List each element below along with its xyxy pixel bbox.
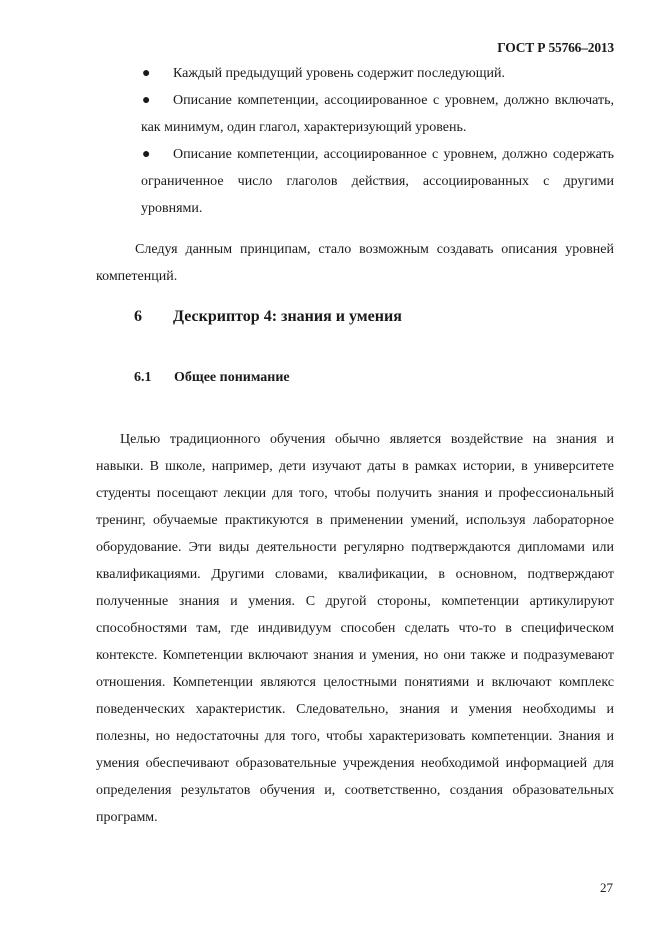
subsection-number: 6.1 [134, 370, 152, 385]
bullet-text: Описание компетенции, ассоциированное с уровнем, должно содержать ограниченное число глаголов действия, ассоциированных с другими уровнями. [141, 147, 614, 216]
bullet-dot-icon: ● [142, 93, 151, 108]
bullet-text: Каждый предыдущий уровень содержит последующий. [173, 66, 505, 81]
bullet-text: Описание компетенции, ассоциированное с уровнем, должно включать, как минимум, один глагол, характеризующий уровень. [141, 93, 614, 135]
document-header-standard-code: ГОСТ Р 55766–2013 [497, 40, 614, 55]
section-heading [134, 308, 402, 326]
subsection-heading [134, 370, 290, 386]
section-number: 6 [134, 308, 142, 325]
bullet-dot-icon: ● [142, 66, 151, 81]
body-paragraph: Целью традиционного обучения обычно является воздействие на знания и навыки. В школе, например, дети изучают даты в рамках истории, в университете студенты посещают лекции для того, чтобы получить знания и профессиональный тренинг, обучаемые практикуются в применении умений, используя лабораторное оборудование. Эти виды деятельности регулярно подтверждаются дипломами или квалификациями. Другими словами, квалификации, в основном, подтверждают полученные знания и умения. С другой стороны, компетенции артикулируют способностями там, где индивидуум способен сделать что-то в специфическом контексте. Компетенции включают знания и умения, но они также и подразумевают отношения. Компетенции являются целостными понятиями и включают комплекс поведенческих характеристик. Следовательно, знания и умения необходимы и полезны, но недостаточны для того, чтобы характеризовать компетенции. Знания и умения обеспечивают образовательные учреждения необходимой информацией для определения результатов обучения и, соответственно, создания образовательных программ. [96, 432, 614, 825]
intro-paragraph: Следуя данным принципам, стало возможным создавать описания уровней компетенций. [96, 242, 614, 284]
subsection-title: Общее понимание [174, 370, 290, 385]
section-title: Дескриптор 4: знания и умения [173, 308, 402, 325]
principles-bullet-list [96, 60, 614, 222]
bullet-item [96, 60, 614, 87]
bullet-dot-icon: ● [142, 147, 151, 162]
page-number: 27 [600, 880, 613, 895]
bullet-item [96, 141, 614, 222]
bullet-item [96, 87, 614, 141]
